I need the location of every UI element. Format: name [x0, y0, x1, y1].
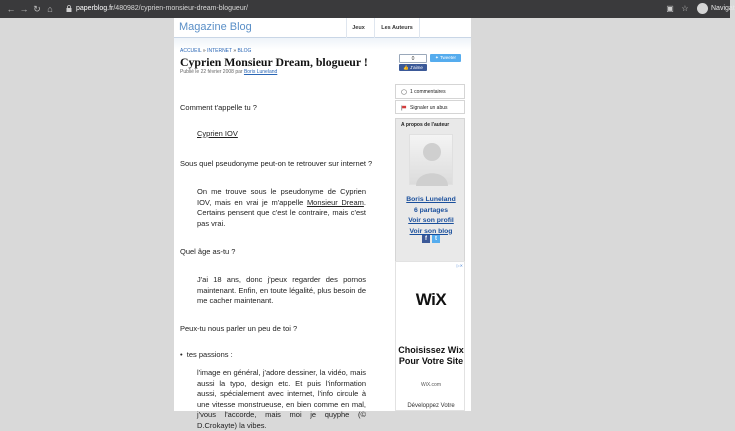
comments-label: 1 commentaires	[410, 89, 446, 95]
reload-icon[interactable]: ↻	[33, 4, 41, 14]
site-header	[174, 18, 471, 38]
answer-4: l'image en général, j'adore dessiner, la vidéo, mais aussi la typo, design etc. Et puis l'information aussi, spécialement avec internet, l'info circule à une vitesse monstrueuse, en bien comme en mal, j'vous l'accorde, mais moi je quyphe (© D.Crokayte) la vibes.	[197, 368, 366, 430]
question-3: Quel âge as-tu ?	[180, 247, 236, 256]
bookmark-star-icon[interactable]: ☆	[681, 4, 689, 13]
ad-domain: WiX.com	[421, 382, 441, 388]
forward-arrow-icon[interactable]: →	[19, 4, 29, 14]
ad-choices-icon[interactable]: ▷✕	[456, 263, 463, 268]
list-item: • tes passions :	[180, 350, 233, 359]
answer-2: On me trouve sous le pseudonyme de Cyprien IOV, mais en vrai je m'appelle Monsieur Dream. Certains pensent que c'est le contraire, mais c'est pas vrai.	[197, 187, 366, 228]
site-logo[interactable]: Magazine Blog	[179, 21, 252, 33]
browser-toolbar	[0, 0, 735, 18]
profile-link[interactable]: Voir son profil	[408, 217, 454, 224]
tweet-button[interactable]: ✦ Tweeter	[430, 54, 461, 62]
answer-1[interactable]: Cyprien IOV	[197, 129, 238, 138]
question-1: Comment t'appelle tu ?	[180, 103, 257, 112]
breadcrumb-accueil[interactable]: ACCUEIL	[180, 48, 202, 54]
author-box	[395, 118, 465, 271]
lock-icon	[66, 5, 72, 12]
author-avatar[interactable]	[409, 134, 453, 185]
camera-off-icon[interactable]: ▣	[666, 4, 674, 13]
page-container	[174, 18, 471, 430]
breadcrumb-internet[interactable]: INTERNET	[207, 48, 232, 54]
author-links	[396, 195, 466, 237]
address-bar[interactable]	[60, 2, 700, 16]
facebook-like-button[interactable]: 👍 J'aime	[399, 64, 427, 71]
author-box-title: A propos de l'auteur	[401, 122, 450, 128]
url-text: paperblog.fr/480982/cyprien-monsieur-dream-blogueur/	[76, 5, 248, 12]
question-4: Peux-tu nous parler un peu de toi ?	[180, 324, 298, 333]
like-count: 0	[399, 54, 427, 63]
ad-headline: Choisissez Wix Pour Votre Site	[398, 345, 464, 366]
answer-3: J'ai 18 ans, donc j'peux regarder des pornos maintenant. Enfin, en toute légalité, plus besoin de me cacher maintenant.	[197, 275, 366, 305]
breadcrumb-blog[interactable]: BLOG	[237, 48, 252, 54]
person-silhouette-icon	[410, 135, 454, 186]
nav-item-auteurs[interactable]: Les Auteurs	[374, 18, 420, 38]
report-label: Signaler un abus	[410, 105, 448, 111]
profile-avatar[interactable]	[697, 3, 708, 14]
ad-brand: WiX	[415, 290, 447, 309]
report-box[interactable]	[395, 100, 465, 114]
article-byline: Publié le 22 février 2008 par Boris Luneland	[180, 69, 278, 75]
ad-cta: Développez Votre	[407, 403, 455, 409]
blog-link[interactable]: Voir son blog	[409, 227, 453, 235]
author-name-link[interactable]: Boris Luneland	[406, 196, 456, 203]
nav-item-jeux[interactable]: Jeux	[346, 18, 370, 38]
question-2: Sous quel pseudonyme peut-on te retrouver sur internet ?	[180, 159, 373, 168]
twitter-icon[interactable]: t	[432, 235, 440, 243]
comment-bubble-icon	[401, 89, 407, 95]
profile-label: Navigat	[711, 5, 735, 12]
facebook-icon[interactable]: f	[422, 235, 430, 243]
monsieur-dream-link[interactable]: Monsieur Dream	[306, 197, 364, 207]
article-title: Cyprien Monsieur Dream, blogueur !	[180, 55, 368, 69]
shares-count: 6 partages	[413, 206, 448, 214]
author-link[interactable]: Boris Luneland	[243, 69, 278, 75]
home-icon[interactable]: ⌂	[47, 4, 53, 14]
breadcrumb: ACCUEIL » INTERNET » BLOG	[180, 48, 252, 54]
flag-icon	[401, 105, 407, 111]
advertisement[interactable]	[395, 261, 465, 411]
comments-box[interactable]	[395, 84, 465, 99]
back-arrow-icon[interactable]: ←	[6, 4, 16, 14]
